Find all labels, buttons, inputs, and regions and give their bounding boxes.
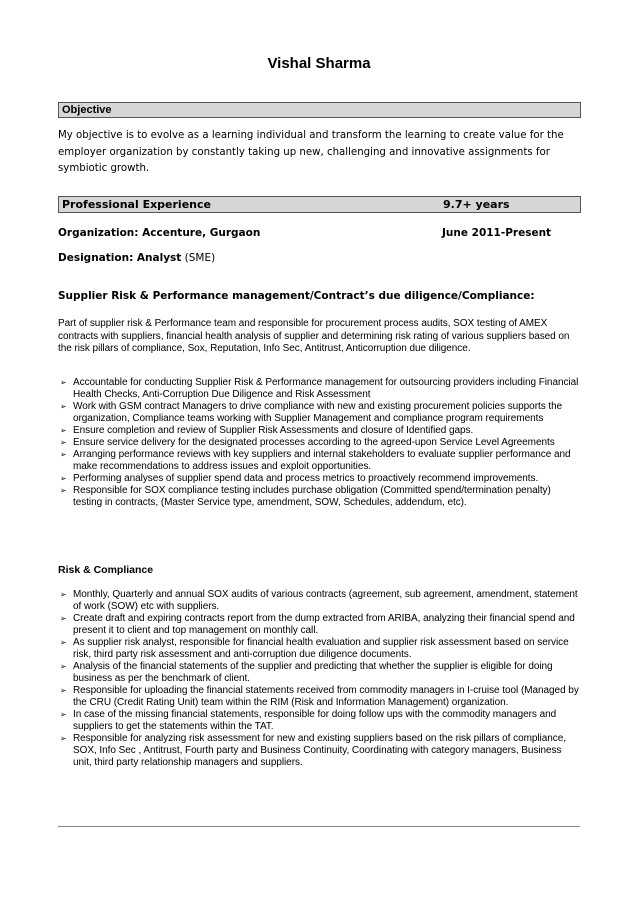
list-item: ➢ Analysis of the financial statements of the supplier and predicting that whether the supplier is eligible for doing business as per the benchmark of client. [60,661,553,684]
list-item: ➢ Responsible for SOX compliance testing includes purchase obligation (Committed spend/termination penalty) testing in contracts, (Master Service type, amendment, SOW, Schedules, addendum, etc). [60,485,551,508]
organization-row [58,227,583,239]
designation-label: Designation: Analyst [58,252,182,264]
candidate-name: Vishal Sharma [267,55,371,72]
arrowhead-bullet-icon: ➢ [60,710,67,719]
arrowhead-bullet-icon: ➢ [60,638,67,647]
objective-section-bar [58,102,581,118]
arrowhead-bullet-icon: ➢ [60,378,67,387]
arrowhead-bullet-icon: ➢ [60,474,67,483]
arrowhead-bullet-icon: ➢ [60,734,67,743]
footer-divider [58,826,580,827]
list-item: ➢ Responsible for analyzing risk assessment for new and existing suppliers based on the risk pillars of compliance, SOX, Info Sec , Antitrust, Fourth party and Business Continuity, Coordinating with category managers, Business unit, third party relationship managers and suppliers. [60,733,566,768]
supplier-risk-bullets [58,377,580,509]
arrowhead-bullet-icon: ➢ [60,662,67,671]
designation-row [58,252,583,264]
list-item: ➢ Accountable for conducting Supplier Risk & Performance management for outsourcing providers including Financial Health Checks, Anti-Corruption Due Diligence and Risk Assessment [60,377,579,400]
experience-label: Professional Experience [62,198,211,211]
arrowhead-bullet-icon: ➢ [60,426,67,435]
risk-compliance-bullets [58,589,580,769]
arrowhead-bullet-icon: ➢ [60,486,67,495]
arrowhead-bullet-icon: ➢ [60,438,67,447]
designation-value: (SME) [184,252,216,264]
list-item: ➢ Ensure service delivery for the designated processes according to the agreed-upon Service Level Agreements [60,437,555,448]
arrowhead-bullet-icon: ➢ [60,614,67,623]
list-item: ➢ Monthly, Quarterly and annual SOX audits of various contracts (agreement, sub agreement, amendment, statement of work (SOW) etc with suppliers. [60,589,578,612]
arrowhead-bullet-icon: ➢ [60,590,67,599]
supplier-risk-heading: Supplier Risk & Performance management/Contract’s due diligence/Compliance: [58,290,535,302]
risk-compliance-heading: Risk & Compliance [58,564,154,576]
experience-years: 9.7+ years [443,198,510,211]
objective-label: Objective [62,104,112,116]
list-item: ➢ Arranging performance reviews with key suppliers and internal stakeholders to evaluate supplier performance and make recommendations to address issues and exploit opportunities. [60,449,571,472]
list-item: ➢ Work with GSM contract Managers to drive compliance with new and existing procurement policies supports the organization, Compliance teams working with Supplier Management and compliance program requirements [60,401,563,424]
list-item: ➢ Responsible for uploading the financial statements received from commodity managers in I-cruise tool (Managed by the CRU (Credit Rating Unit) team within the RIM (Risk and Information Management) organization. [60,685,579,708]
list-item: ➢ Performing analyses of supplier spend data and process metrics to proactively recommend improvements. [60,473,539,484]
supplier-risk-intro: Part of supplier risk & Performance team and responsible for procurement process audits, SOX testing of AMEX contracts with suppliers, financial health analysis of supplier and determining risk rating of various suppliers based on the risk pillars of compliance, Sox, Reputation, Info Sec, Antitrust, Anticorruption due diligence. [58,318,570,355]
list-item: ➢ Create draft and expiring contracts report from the dump extracted from ARIBA, analyzing their financial spend and present it to client and top management on monthly call. [60,613,575,636]
list-item: ➢ In case of the missing financial statements, responsible for doing follow ups with the commodity managers and suppliers to get the statements within the TAT. [60,709,557,732]
list-item: ➢ Ensure completion and review of Supplier Risk Assessments and closure of Identified gaps. [60,425,474,436]
organization-dates: June 2011-Present [442,227,552,239]
experience-section-bar [58,196,581,213]
arrowhead-bullet-icon: ➢ [60,450,67,459]
arrowhead-bullet-icon: ➢ [60,402,67,411]
arrowhead-bullet-icon: ➢ [60,686,67,695]
organization-name: Organization: Accenture, Gurgaon [58,227,261,239]
list-item: ➢ As supplier risk analyst, responsible for financial health evaluation and supplier risk assessment based on service risk, third party risk assessment and anti-corruption due diligence documents. [60,637,569,660]
objective-text: My objective is to evolve as a learning individual and transform the learning to create value for the employer organization by constantly taking up new, challenging and innovative assignments for symbiotic growth. [58,130,564,174]
